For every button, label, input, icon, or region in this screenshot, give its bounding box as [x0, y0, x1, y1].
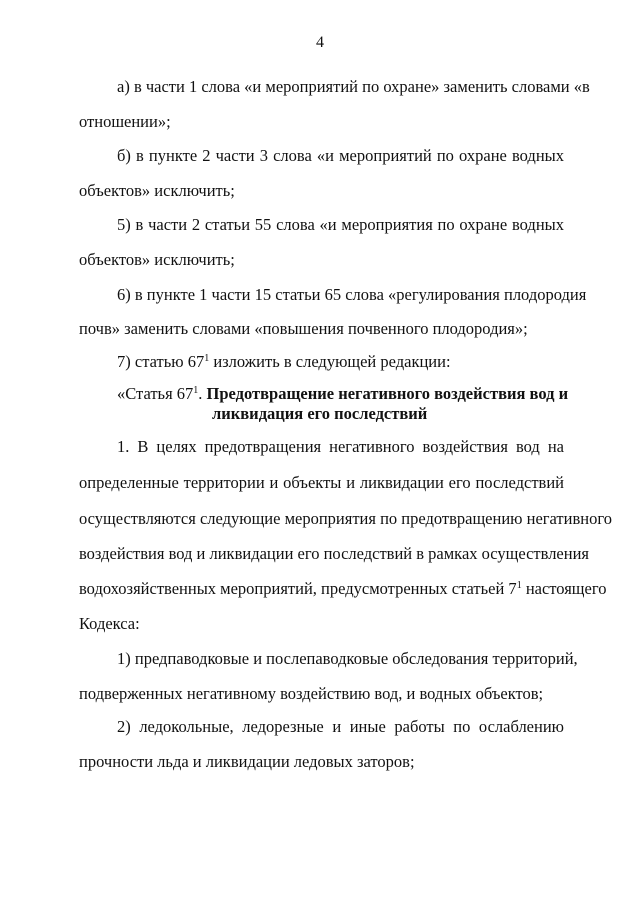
paragraph-5-line-2: объектов» исключить; [79, 250, 235, 269]
paragraph-a-line-1: а) в части 1 слова «и мероприятий по охране» заменить словами «в [117, 77, 590, 96]
section-1-line-4: воздействия вод и ликвидации его последствий в рамках осуществления [79, 544, 590, 563]
paragraph-a-line-2: отношении»; [79, 112, 171, 131]
item-2-line-2: прочности льда и ликвидации ледовых заторов; [79, 752, 415, 771]
superscript: 1 [204, 353, 210, 364]
paragraph-7: 7) статью $67^1$ изложить в следующей редакции: [117, 352, 451, 371]
section-1-line-5: водохозяйственных мероприятий, предусмотренных статьей $7^1$ настоящего [79, 579, 607, 598]
section-1-line-3: осуществляются следующие мероприятия по предотвращению негативного [79, 509, 612, 528]
article-title-line-2: ликвидация его последствий [212, 404, 428, 423]
section-1-line-1: 1. В целях предотвращения негативного воздействия вод на [117, 437, 564, 456]
paragraph-b-line-2: объектов» исключить; [79, 181, 235, 200]
article-lead: «Статья $67^1$. [117, 384, 203, 403]
item-2-line-1: 2) ледокольные, ледорезные и иные работы по ослаблению [117, 717, 564, 736]
superscript: 1 [516, 580, 522, 591]
item-1-line-2: подверженных негативному воздействию вод, и водных объектов; [79, 684, 544, 703]
page-number: 4 [316, 34, 324, 51]
paragraph-b-line-1: б) в пункте 2 части 3 слова «и мероприятий по охране водных [117, 146, 564, 165]
paragraph-6-line-1: 6) в пункте 1 части 15 статьи 65 слова «регулирования плодородия [117, 285, 587, 304]
section-1-line-2: определенные территории и объекты и ликвидации его последствий [79, 473, 564, 492]
article-title-line-1: Предотвращение негативного воздействия вод и [206, 384, 569, 403]
paragraph-6-line-2: почв» заменить словами «повышения почвенного плодородия»; [79, 319, 528, 338]
paragraph-5-line-1: 5) в части 2 статьи 55 слова «и мероприятия по охране водных [117, 215, 564, 234]
item-1-line-1: 1) предпаводковые и послепаводковые обследования территорий, [117, 649, 578, 668]
article-heading-line-1 [117, 384, 569, 404]
section-1-line-6: Кодекса: [79, 614, 140, 633]
